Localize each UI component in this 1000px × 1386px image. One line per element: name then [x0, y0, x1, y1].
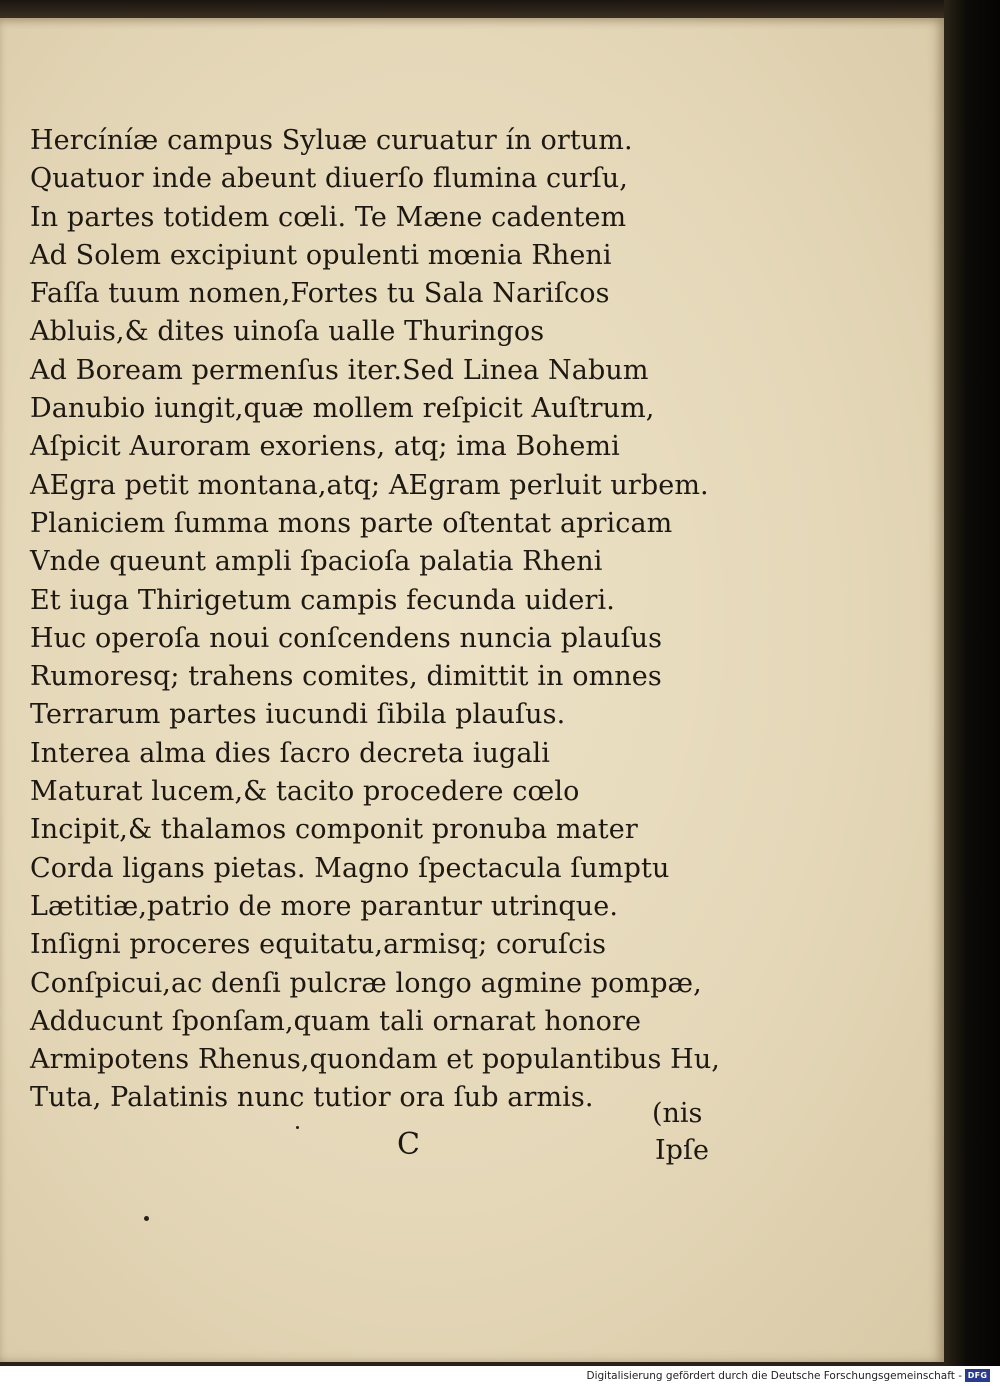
dfg-logo: DFG [965, 1369, 990, 1382]
verse-line: Ad Boream permenſus iter.Sed Linea Nabum [30, 354, 649, 386]
verse-line: Conſpicui,ac denſi pulcræ longo agmine pompæ, [30, 967, 702, 999]
verse-line: Maturat lucem,& tacito procedere cœlo [30, 776, 580, 808]
verse-line: Incipit,& thalamos componit pronuba mater [30, 814, 638, 846]
verse-line: Faſſa tuum nomen,Fortes tu Sala Nariſcos [30, 278, 610, 310]
verse-block [30, 122, 720, 1118]
verse-line: Aſpicit Auroram exoriens, atq; ima Bohemi [30, 431, 620, 463]
footer-bar [0, 1366, 1000, 1386]
binding-shadow [944, 0, 1000, 1366]
verse-line: Corda ligans pietas. Magno ſpectacula ſumptu [30, 852, 670, 884]
verse-line: Hercíníæ campus Syluæ curuatur ín ortum. [30, 125, 633, 156]
verse-line: In partes totidem cœli. Te Mæne cadentem [30, 201, 627, 233]
verse-line: Lætitiæ,patrio de more parantur utrinque. [30, 890, 619, 922]
signature-mark: C [397, 1127, 420, 1162]
verse-line: Huc operoſa noui conſcendens nuncia plauſus [30, 622, 663, 654]
verse-line: Rumoresq; trahens comites, dimittit in omnes [30, 661, 662, 693]
verse-line: Adducunt ſponſam,quam tali ornarat honore [30, 1005, 642, 1037]
verse-line: Et iuga Thirigetum campis fecunda uideri. [30, 584, 615, 616]
top-edge-shadow [0, 0, 944, 18]
verse-line: Quatuor inde abeunt diuerſo flumina curſu, [30, 163, 628, 195]
verse-line: Terrarum partes iucundi ſibila plauſus. [30, 699, 566, 731]
verse-line: Interea alma dies ſacro decreta iugali [30, 737, 551, 769]
verse-line: Planiciem ſumma mons parte oſtentat apricam [30, 507, 673, 539]
verse-line: Vnde queunt ampli ſpacioſa palatia Rheni [30, 546, 603, 578]
ink-speck [144, 1216, 149, 1221]
funding-credit: Digitalisierung gefördert durch die Deutsche Forschungsgemeinschaft - [586, 1370, 962, 1382]
verse-line: AEgra petit montana,atq; AEgram perluit urbem. [30, 469, 709, 501]
verse-line: Tuta, Palatinis nunc tutior ora ſub armis. [30, 1082, 594, 1114]
verse-line: Abluis,& dites uinoſa ualle Thuringos [30, 316, 545, 348]
turnover-text: (nis [652, 1098, 703, 1129]
verse-line: Inſigni proceres equitatu,armisq; coruſcis [30, 929, 607, 961]
catchword: Ipſe [655, 1135, 709, 1166]
verse-line: Ad Solem excipiunt opulenti mœnia Rheni [30, 239, 612, 271]
ink-speck [296, 1126, 299, 1129]
verse-line: Armipotens Rhenus,quondam et populantibus Hu, [30, 1044, 720, 1076]
book-page [0, 18, 944, 1362]
verse-line: Danubio iungit,quæ mollem reſpicit Auſtrum, [30, 393, 655, 425]
